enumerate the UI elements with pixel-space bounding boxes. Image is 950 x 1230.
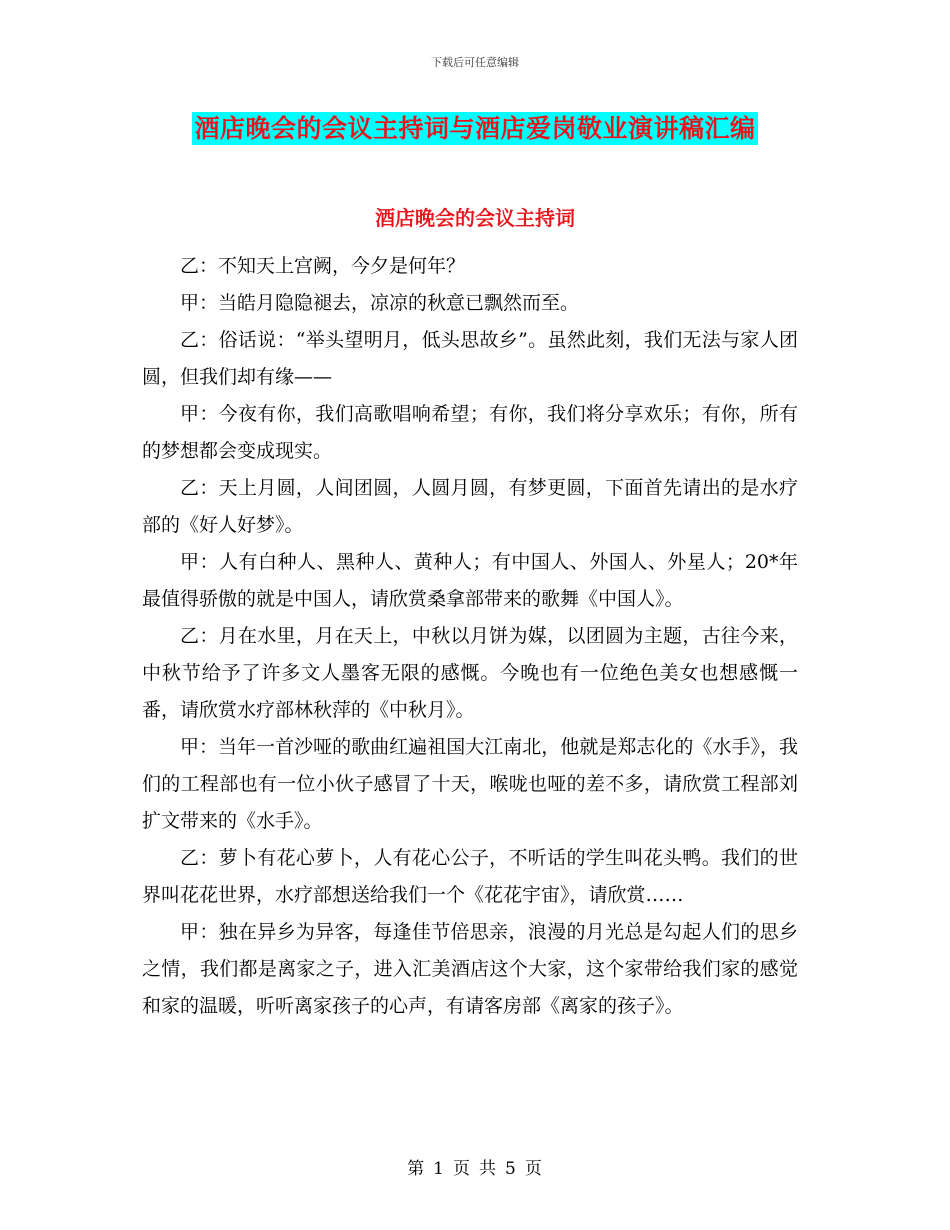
paragraph: 乙：俗话说：“举头望明月，低头思故乡”。虽然此刻，我们无法与家人团圆，但我们却有缘—— <box>142 329 798 388</box>
paragraph: 甲：当皓月隐隐褪去，凉凉的秋意已飘然而至。 <box>180 292 580 314</box>
paragraph: 乙：月在水里，月在天上，中秋以月饼为媒，以团圆为主题，古往今来，中秋节给予了许多文人墨客无限的感慨。今晚也有一位绝色美女也想感慨一番，请欣赏水疗部林秋萍的《中秋月》。 <box>142 625 798 721</box>
footer-label-total-unit: 页 <box>524 1159 543 1179</box>
paragraph: 乙：不知天上宫阙，今夕是何年？ <box>180 255 466 277</box>
paragraph: 乙：天上月圆，人间团圆，人圆月圆，有梦更圆，下面首先请出的是水疗部的《好人好梦》。 <box>142 477 798 536</box>
section-title: 酒店晚会的会议主持词 <box>375 206 575 230</box>
paragraph: 乙：萝卜有花心萝卜，人有花心公子，不听话的学生叫花头鸭。我们的世界叫花花世界，水疗部想送给我们一个《花花宇宙》，请欣赏…… <box>142 847 798 906</box>
document-title: 酒店晚会的会议主持词与酒店爱岗敬业演讲稿汇编 <box>194 114 756 143</box>
document-title-wrap <box>0 112 950 145</box>
paragraph: 甲：当年一首沙哑的歌曲红遍祖国大江南北，他就是郑志化的《水手》，我们的工程部也有一位小伙子感冒了十天，喉咙也哑的差不多，请欣赏工程部刘扩文带来的《水手》。 <box>142 736 798 832</box>
footer-label-page-unit: 页 <box>453 1159 471 1179</box>
footer-current-page: 1 <box>433 1159 445 1179</box>
footer-total-pages: 5 <box>505 1159 517 1179</box>
document-body <box>142 248 798 1025</box>
paragraph: 甲：人有白种人、黑种人、黄种人；有中国人、外国人、外星人；20*年最值得骄傲的就是中国人，请欣赏桑拿部带来的歌舞《中国人》。 <box>142 551 798 610</box>
page-footer <box>0 1154 950 1179</box>
footer-label-page: 第 <box>407 1159 426 1179</box>
paragraph: 甲：独在异乡为异客，每逢佳节倍思亲，浪漫的月光总是勾起人们的思乡之情，我们都是离家之子，进入汇美酒店这个大家，这个家带给我们家的感觉和家的温暖，听听离家孩子的心声，有请客房部《离家的孩子》。 <box>142 921 798 1017</box>
footer-label-total: 共 <box>479 1159 497 1179</box>
paragraph: 甲：今夜有你，我们高歌唱响希望；有你，我们将分享欢乐；有你，所有的梦想都会变成现实。 <box>142 403 798 462</box>
header-note: 下载后可任意编辑 <box>431 56 519 69</box>
